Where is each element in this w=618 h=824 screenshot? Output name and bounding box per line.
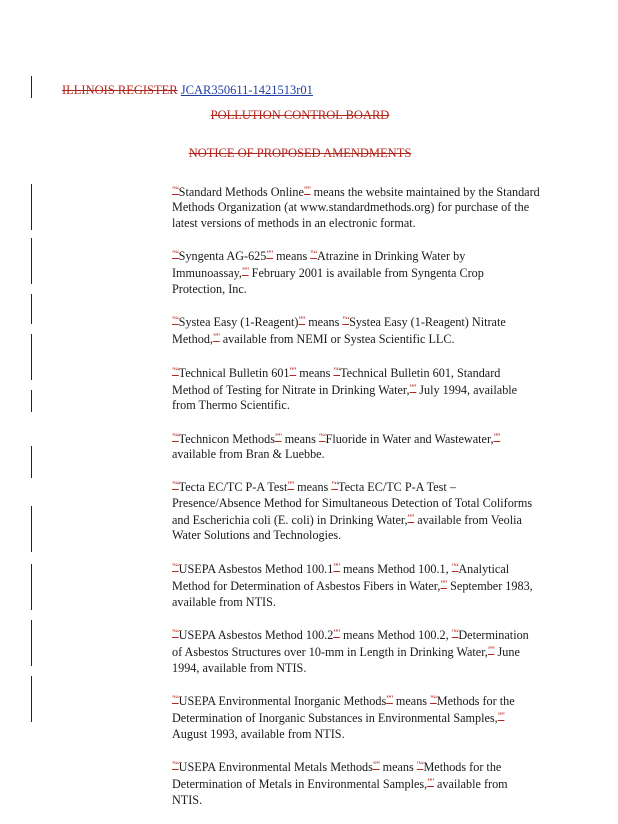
board-title: POLLUTION CONTROL BOARD <box>210 108 390 122</box>
quote-mark: "“ <box>172 249 179 260</box>
change-bar <box>31 238 32 284</box>
quote-mark: ”" <box>427 777 434 788</box>
term: USEPA Environmental Metals Methods <box>178 759 373 774</box>
definition-entry <box>172 313 540 348</box>
definition-source: July 1994, available from Thermo Scientific. <box>172 383 518 413</box>
definition-entry <box>172 560 540 610</box>
quote-mark: ”" <box>274 431 282 442</box>
method-title: Determination of Asbestos Structures over 10-mm in Length in Drinking Water, <box>172 627 529 660</box>
quote-mark: ”" <box>289 365 297 376</box>
definition-source: available from Bran & Luebbe. <box>172 447 325 462</box>
method-title: Technical Bulletin 601, Standard Method of Testing for Nitrate in Drinking Water, <box>172 365 501 398</box>
quote-mark: "“ <box>172 627 179 638</box>
definition-source: September 1983, available from NTIS. <box>172 579 533 609</box>
quote-mark: ”" <box>333 627 340 638</box>
quote-mark: "“ <box>172 693 179 704</box>
definition-text: means <box>294 480 332 495</box>
quote-mark: "“ <box>172 365 179 376</box>
register-title: ILLINOIS REGISTER <box>62 83 178 97</box>
quote-mark: ”" <box>333 561 340 572</box>
term: Syngenta AG-625 <box>178 249 267 264</box>
term: Technical Bulletin 601 <box>178 365 290 380</box>
register-header <box>62 83 313 98</box>
term: Standard Methods Online <box>178 185 304 199</box>
quote-mark: "“ <box>172 759 179 770</box>
quote-mark: ”" <box>493 431 501 442</box>
definition-entry <box>172 758 540 808</box>
change-bar <box>31 294 32 324</box>
term: Systea Easy (1-Reagent) <box>178 315 299 330</box>
quote-mark: ”" <box>497 711 505 722</box>
definition-source: February 2001 is available from Syngenta Crop Protection, Inc. <box>172 266 484 296</box>
term: Tecta EC/TC P-A Test <box>178 480 288 495</box>
quote-mark: "“ <box>451 627 459 638</box>
definition-entry <box>172 364 540 414</box>
term: USEPA Environmental Inorganic Methods <box>178 693 387 708</box>
method-title: Systea Easy (1-Reagent) Nitrate Method, <box>172 315 506 347</box>
definition-source: available from NEMI or Systea Scientific LLC. <box>219 332 455 347</box>
quote-mark: ”" <box>303 185 311 195</box>
quote-mark: "“ <box>172 561 179 572</box>
change-bar <box>31 390 32 412</box>
change-bar <box>31 564 32 610</box>
definition-entry <box>172 626 540 676</box>
definition-entry <box>172 247 540 297</box>
quote-mark: "“ <box>172 431 179 442</box>
definition-entry <box>172 478 540 544</box>
change-bar <box>31 184 32 230</box>
definition-text: means <box>273 249 311 264</box>
method-title: Tecta EC/TC P-A Test – Presence/Absence Method for Simultaneous Detection of Total Coliforms and Escherichia coli (E. coli) in Drinking Water, <box>172 480 533 528</box>
quote-mark: ”" <box>241 266 249 277</box>
jcar-code: JCAR350611-1421513r01 <box>180 83 313 97</box>
method-title: Methods for the Determination of Inorganic Substances in Environmental Samples, <box>172 693 515 726</box>
definition-entry <box>172 183 540 231</box>
quote-mark: ”" <box>298 315 306 326</box>
quote-mark: "“ <box>172 315 179 326</box>
definition-text: means Method 100.1, <box>339 561 452 576</box>
definition-source: June 1994, available from NTIS. <box>172 645 520 675</box>
definition-source: August 1993, available from NTIS. <box>172 726 345 741</box>
notice-title: NOTICE OF PROPOSED AMENDMENTS <box>188 146 412 160</box>
definition-text: means <box>281 431 319 446</box>
quote-mark: ”" <box>487 645 495 656</box>
quote-mark: ”" <box>386 693 393 704</box>
quote-mark: "“ <box>318 431 326 442</box>
quote-mark: "“ <box>416 759 424 770</box>
quote-mark: ”" <box>266 249 274 260</box>
quote-mark: "“ <box>331 480 339 491</box>
quote-mark: ”" <box>407 513 415 524</box>
definition-source: available from Veolia Water Solutions and Technologies. <box>172 513 522 543</box>
definitions-list <box>172 183 540 824</box>
quote-mark: ”" <box>287 480 295 491</box>
term: USEPA Asbestos Method 100.2 <box>178 627 334 642</box>
definition-source: available from NTIS. <box>172 777 508 807</box>
quote-mark: "“ <box>451 561 459 572</box>
definition-text: means Method 100.2, <box>339 627 452 642</box>
change-bar <box>31 506 32 552</box>
definition-entry <box>172 692 540 742</box>
quote-mark: ”" <box>409 383 417 394</box>
method-title: Atrazine in Drinking Water by Immunoassay, <box>172 249 466 281</box>
definition-text: means the website maintained by the Standard Methods Organization (at www.standardmethods.org) for purchase of the latest versions of methods in an electronic format. <box>172 185 540 230</box>
change-bar <box>31 620 32 666</box>
quote-mark: "“ <box>172 480 179 491</box>
quote-mark: "“ <box>172 185 179 195</box>
quote-mark: ”" <box>440 579 448 590</box>
definition-text: means <box>305 315 343 330</box>
term: USEPA Asbestos Method 100.1 <box>178 561 334 576</box>
definition-text: means <box>296 365 334 380</box>
term: Technicon Methods <box>178 431 275 446</box>
change-bar <box>31 334 32 380</box>
definition-text: means <box>392 693 431 708</box>
quote-mark: "“ <box>310 249 317 260</box>
method-title: Methods for the Determination of Metals in Environmental Samples, <box>172 759 502 792</box>
quote-mark: "“ <box>430 693 437 704</box>
definition-text: means <box>379 759 417 774</box>
definition-entry <box>172 430 540 463</box>
quote-mark: "“ <box>333 365 341 376</box>
change-bar <box>31 446 32 478</box>
quote-mark: "“ <box>342 315 350 326</box>
method-title: Analytical Method for Determination of Asbestos Fibers in Water, <box>172 561 510 594</box>
change-bar <box>31 676 32 722</box>
quote-mark: ”" <box>372 759 380 770</box>
change-bar <box>31 76 32 98</box>
quote-mark: ”" <box>212 332 220 343</box>
method-title: Fluoride in Water and Wastewater, <box>325 431 494 446</box>
